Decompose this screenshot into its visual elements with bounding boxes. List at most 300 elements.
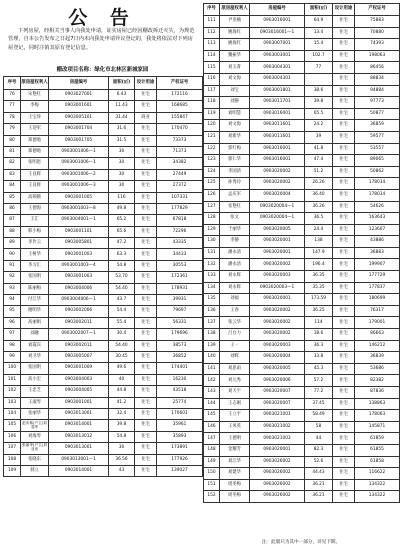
cell-use: 住宅 bbox=[135, 295, 157, 306]
table-row bbox=[4, 249, 203, 260]
cell-use: 住宅 bbox=[333, 305, 355, 317]
cell-area: 55.4 bbox=[109, 317, 135, 328]
table-row bbox=[4, 374, 203, 385]
table-row bbox=[4, 90, 203, 101]
cell-house-no: 0903004301 bbox=[250, 62, 305, 74]
cell-owner: 高丽娟 bbox=[21, 317, 49, 328]
cell-seq: 146 bbox=[204, 421, 220, 433]
cell-area: 35.35 bbox=[305, 282, 333, 294]
cell-cert: 88834 bbox=[355, 73, 400, 85]
cell-owner: 韩小梅 bbox=[21, 226, 49, 237]
cell-seq: 120 bbox=[204, 120, 220, 132]
table-row bbox=[204, 259, 400, 271]
cell-area: 77.2 bbox=[305, 387, 333, 399]
cell-cert: 73373 bbox=[157, 135, 203, 146]
cell-use: 住宅 bbox=[333, 143, 355, 155]
cell-seq: 116 bbox=[204, 73, 220, 85]
cell-cert: 177829 bbox=[157, 203, 203, 214]
col-seq: 序号 bbox=[4, 77, 21, 90]
table-row bbox=[204, 387, 400, 399]
cell-seq: 93 bbox=[4, 283, 21, 294]
cell-cert: 87836 bbox=[355, 387, 400, 399]
cell-area: 43.7 bbox=[109, 295, 135, 306]
table-row bbox=[4, 351, 203, 362]
footnote: 注：此版只为其中一部分，详见下期。 bbox=[261, 540, 341, 545]
cell-use: 住宅 bbox=[333, 50, 355, 62]
cell-owner: 魏振华 bbox=[220, 50, 250, 62]
cell-area: 13.4 bbox=[305, 27, 333, 39]
cell-cert: 72296 bbox=[157, 226, 203, 237]
cell-house-no: 0903001704 bbox=[49, 124, 109, 135]
cell-use: 住宅 bbox=[135, 226, 157, 237]
table-row bbox=[4, 181, 203, 192]
cell-cert: 178034 bbox=[355, 178, 400, 190]
table-row bbox=[4, 260, 203, 271]
table-row bbox=[204, 120, 400, 132]
cell-area: 58.49 bbox=[305, 410, 333, 422]
cell-house-no: 0903001003 bbox=[49, 249, 109, 260]
cell-house-no: 0903005101 bbox=[49, 112, 109, 123]
col-house-no: 房屋编号 bbox=[250, 4, 305, 16]
cell-house-no: 0903016001 bbox=[250, 155, 305, 167]
table-row bbox=[204, 189, 400, 201]
cell-house-no: 0903001003—8 bbox=[49, 203, 109, 214]
cell-seq: 101 bbox=[4, 374, 21, 385]
cell-area: 6.43 bbox=[109, 90, 135, 101]
cell-use: 住宅 bbox=[135, 408, 157, 419]
cell-owner: 张国明 bbox=[21, 363, 49, 374]
cell-use: 住宅 bbox=[333, 213, 355, 225]
cell-area: 54.40 bbox=[109, 340, 135, 351]
cell-use: 住宅 bbox=[135, 306, 157, 317]
cell-house-no: 0903013001—1 bbox=[49, 454, 109, 465]
right-table-body bbox=[204, 16, 400, 503]
cell-house-no: 0903020002 bbox=[250, 317, 305, 329]
cell-owner: 刘江华 bbox=[220, 456, 250, 468]
cell-area: 77 bbox=[305, 62, 333, 74]
cell-area: 54.4 bbox=[109, 306, 135, 317]
table-row bbox=[4, 420, 203, 431]
cell-seq: 95 bbox=[4, 306, 21, 317]
cell-owner: 张明恩 bbox=[21, 158, 49, 169]
table-row bbox=[204, 143, 400, 155]
cell-area: 45.3 bbox=[305, 363, 333, 375]
table-row bbox=[4, 146, 203, 157]
cell-owner: 李作云 bbox=[21, 238, 49, 249]
cell-area: 82.3 bbox=[305, 444, 333, 456]
cell-use: 住宅 bbox=[333, 375, 355, 387]
cell-area: 49.8 bbox=[109, 203, 135, 214]
cell-seq: 91 bbox=[4, 260, 21, 271]
cell-area: 30 bbox=[109, 169, 135, 180]
cell-use: 住宅 bbox=[333, 39, 355, 51]
cell-seq: 107 bbox=[4, 443, 21, 454]
cell-cert: 34433 bbox=[157, 249, 203, 260]
cell-owner: 刘辉 bbox=[220, 352, 250, 364]
cell-seq: 144 bbox=[204, 398, 220, 410]
cell-cert: 170470 bbox=[157, 124, 203, 135]
cell-seq: 140 bbox=[204, 352, 220, 364]
table-row bbox=[204, 410, 400, 422]
cell-area: 31.44 bbox=[109, 112, 135, 123]
cell-owner: 王立平 bbox=[220, 410, 250, 422]
cell-area: 63.3 bbox=[109, 249, 135, 260]
cell-area: 36.26 bbox=[305, 201, 333, 213]
cell-area: 31.5 bbox=[109, 135, 135, 146]
cell-use: 住宅 bbox=[333, 236, 355, 248]
cell-area: 32.4 bbox=[109, 408, 135, 419]
cell-use: 住宅 bbox=[333, 340, 355, 352]
cell-cert: 97773 bbox=[355, 97, 400, 109]
cell-owner: 王一 bbox=[220, 340, 250, 352]
cell-house-no: 0903020002 bbox=[250, 166, 305, 178]
cell-seq: 127 bbox=[204, 201, 220, 213]
cell-house-no: 0903026002 bbox=[250, 456, 305, 468]
cell-area: 31.6 bbox=[109, 124, 135, 135]
cell-use: 住宅 bbox=[333, 294, 355, 306]
cell-cert: 36839 bbox=[355, 352, 400, 364]
cell-seq: 126 bbox=[204, 189, 220, 201]
cell-use: 住宅 bbox=[333, 224, 355, 236]
table-row bbox=[4, 306, 203, 317]
right-column bbox=[203, 0, 399, 549]
cell-owner: 王良辉 bbox=[21, 169, 49, 180]
cell-area: 65.6 bbox=[109, 226, 135, 237]
cell-use: 住宅 bbox=[135, 340, 157, 351]
cell-owner: 刘永辉 bbox=[220, 271, 250, 283]
cell-area: 26.26 bbox=[305, 178, 333, 190]
cell-use: 住宅 bbox=[333, 178, 355, 190]
cell-seq: 104 bbox=[4, 408, 21, 419]
cell-house-no: 0903001005 bbox=[49, 192, 109, 203]
cell-use: 住宅 bbox=[135, 238, 157, 249]
cell-owner: 郭仁华 bbox=[220, 155, 250, 167]
table-row bbox=[204, 97, 400, 109]
table-row bbox=[204, 213, 400, 225]
cell-owner: 姚海红 bbox=[220, 27, 250, 39]
cell-owner: 李梅 bbox=[21, 101, 49, 112]
cell-owner: 郭红梅 bbox=[220, 143, 250, 155]
col-owner: 原房屋权利人 bbox=[220, 4, 250, 16]
cell-house-no: 0903020002 bbox=[250, 178, 305, 190]
cell-use: 住宅 bbox=[135, 386, 157, 397]
table-row bbox=[204, 85, 400, 97]
cell-use: 住宅 bbox=[135, 454, 157, 465]
table-row bbox=[4, 283, 203, 294]
table-row bbox=[204, 236, 400, 248]
cell-use: 住宅 bbox=[333, 456, 355, 468]
cell-owner: 郑德地 bbox=[21, 135, 49, 146]
table-row bbox=[4, 169, 203, 180]
table-row bbox=[4, 454, 203, 465]
cell-cert: 50877 bbox=[355, 108, 400, 120]
cell-area: 18.6 bbox=[305, 329, 333, 341]
cell-area: 30.4 bbox=[109, 329, 135, 340]
cell-use: 住宅 bbox=[135, 374, 157, 385]
cell-use: 住宅 bbox=[135, 203, 157, 214]
col-area: 面积(㎡) bbox=[305, 4, 333, 16]
cell-area: 54.8 bbox=[109, 260, 135, 271]
table-row bbox=[204, 398, 400, 410]
cell-area: 30 bbox=[109, 158, 135, 169]
cell-cert: 134322 bbox=[355, 491, 400, 503]
cell-seq: 128 bbox=[204, 213, 220, 225]
cell-cert: 43518 bbox=[157, 386, 203, 397]
cell-area: 52.6 bbox=[305, 456, 333, 468]
cell-house-no: 0903002006 bbox=[49, 306, 109, 317]
table-row bbox=[4, 226, 203, 237]
cell-area: 51.2 bbox=[305, 166, 333, 178]
cell-seq: 83 bbox=[4, 169, 21, 180]
cell-use: 住宅 bbox=[333, 247, 355, 259]
cell-cert: 71373 bbox=[157, 146, 203, 157]
table-row bbox=[204, 444, 400, 456]
cell-seq: 81 bbox=[4, 146, 21, 157]
cell-use: 住宅 bbox=[333, 155, 355, 167]
table-row bbox=[4, 215, 203, 226]
cell-use: 住宅 bbox=[333, 97, 355, 109]
table-row bbox=[204, 352, 400, 364]
table-row bbox=[204, 62, 400, 74]
cell-owner: 刘融 bbox=[21, 329, 49, 340]
cell-cert: 56331 bbox=[157, 317, 203, 328]
cell-cert: 30553 bbox=[157, 260, 203, 271]
cell-house-no: 0903027001 bbox=[49, 90, 109, 101]
cell-cert: 53686 bbox=[355, 363, 400, 375]
cell-use: 住宅 bbox=[135, 135, 157, 146]
cell-area: 30.45 bbox=[109, 351, 135, 362]
cell-cert: 54626 bbox=[355, 201, 400, 213]
cell-house-no: 0903011601 bbox=[250, 120, 305, 132]
cell-cert: 35961 bbox=[157, 420, 203, 431]
cell-area: 44.43 bbox=[305, 468, 333, 480]
cell-seq: 118 bbox=[204, 97, 220, 109]
cell-cert: 178931 bbox=[157, 283, 203, 294]
cell-use: 住宅 bbox=[333, 433, 355, 445]
cell-house-no: 0903020001 bbox=[250, 247, 305, 259]
table-row bbox=[204, 108, 400, 120]
cell-owner: 张丽华(户主)刘亚来 bbox=[21, 443, 49, 454]
cell-use: 住宅 bbox=[333, 387, 355, 399]
notice-paragraph: 下列房屋，经相关当事人向我处申请，证实房屋已经因棚改拆迁灭失，为规范管理，自本公告发布之日起7日内未向我处申请异议登记的，我处将依法对下列房屋登记，同时注销其原有登记信息。 bbox=[8, 28, 195, 51]
cell-house-no: 0903011701 bbox=[250, 97, 305, 109]
cell-house-no: 0903001006—1 bbox=[49, 146, 109, 157]
cell-seq: 143 bbox=[204, 387, 220, 399]
table-row bbox=[204, 479, 400, 491]
cell-owner: 刘元秀 bbox=[220, 375, 250, 387]
cell-cert: 89065 bbox=[355, 155, 400, 167]
cell-house-no: 0903005801 bbox=[49, 238, 109, 249]
cell-seq: 112 bbox=[204, 27, 220, 39]
cell-cert: 25774 bbox=[157, 397, 203, 408]
cell-cert: 138863 bbox=[355, 398, 400, 410]
cell-owner: 高频鹤 bbox=[21, 192, 49, 203]
cell-seq: 106 bbox=[4, 431, 21, 442]
cell-seq: 141 bbox=[204, 363, 220, 375]
cell-cert: 145871 bbox=[355, 421, 400, 433]
cell-cert: 177926 bbox=[157, 454, 203, 465]
cell-area: 64.9 bbox=[305, 16, 333, 28]
cell-house-no: 0903020001 bbox=[250, 236, 305, 248]
cell-area: 196.4 bbox=[305, 259, 333, 271]
cell-cert: 35893 bbox=[157, 431, 203, 442]
cell-use: 住宅 bbox=[333, 329, 355, 341]
cell-seq: 85 bbox=[4, 192, 21, 203]
cell-area: 173.59 bbox=[305, 294, 333, 306]
cell-owner: 于丽华 bbox=[220, 224, 250, 236]
cell-use: 住宅 bbox=[135, 158, 157, 169]
cell-seq: 78 bbox=[4, 112, 21, 123]
cell-cert: 86456 bbox=[355, 62, 400, 74]
cell-house-no: 0903007001 bbox=[250, 39, 305, 51]
cell-seq: 142 bbox=[204, 375, 220, 387]
cell-seq: 131 bbox=[204, 247, 220, 259]
cell-use: 住宅 bbox=[333, 352, 355, 364]
cell-seq: 147 bbox=[204, 433, 220, 445]
cell-cert: 36883 bbox=[355, 247, 400, 259]
cell-cert: 94884 bbox=[355, 85, 400, 97]
cell-house-no: 0903020005 bbox=[250, 363, 305, 375]
cell-owner: 刘福 bbox=[220, 294, 250, 306]
cell-house-no: 0903020002 bbox=[250, 259, 305, 271]
cell-house-no: 0903004005 bbox=[49, 386, 109, 397]
cell-owner: 郑德地 bbox=[21, 146, 49, 157]
cell-owner: 王良辉 bbox=[21, 181, 49, 192]
cell-house-no: 0903020006 bbox=[250, 375, 305, 387]
cell-house-no: 0903020001 bbox=[250, 444, 305, 456]
cell-house-no: 0903021002 bbox=[250, 421, 305, 433]
cell-seq: 86 bbox=[4, 203, 21, 214]
cell-owner: 尹亚楠 bbox=[220, 16, 250, 28]
cell-area: 53.70 bbox=[109, 272, 135, 283]
col-seq: 序号 bbox=[204, 4, 220, 16]
cell-area: 30 bbox=[109, 146, 135, 157]
cell-use: 住宅 bbox=[135, 260, 157, 271]
cell-seq: 89 bbox=[4, 238, 21, 249]
cell-area: 36.25 bbox=[305, 305, 333, 317]
cell-area: 30 bbox=[109, 181, 135, 192]
cell-seq: 151 bbox=[204, 479, 220, 491]
cell-cert: 50862 bbox=[355, 166, 400, 178]
cell-cert: 16230 bbox=[157, 374, 203, 385]
cell-house-no: 0903001003—4 bbox=[49, 260, 109, 271]
cell-area: 39.8 bbox=[109, 420, 135, 431]
cell-house-no: 0903020004—1 bbox=[250, 201, 305, 213]
notice-title: 公 告 bbox=[68, 7, 137, 29]
col-house-no: 房屋编号 bbox=[49, 77, 109, 90]
cell-use: 住宅 bbox=[333, 259, 355, 271]
cell-cert: 70880 bbox=[355, 27, 400, 39]
cell-seq: 139 bbox=[204, 340, 220, 352]
table-row bbox=[4, 431, 203, 442]
cell-use: 住宅 bbox=[333, 16, 355, 28]
cell-area: 15.4 bbox=[305, 39, 333, 51]
cell-house-no: 0903026002 bbox=[250, 479, 305, 491]
cell-cert: 76317 bbox=[355, 305, 400, 317]
cell-area: 36.5 bbox=[305, 213, 333, 225]
cell-seq: 135 bbox=[204, 294, 220, 306]
cell-owner: 潘永清 bbox=[220, 259, 250, 271]
table-row bbox=[4, 329, 203, 340]
cell-owner: 姚海红 bbox=[220, 39, 250, 51]
cell-cert: 173891 bbox=[157, 443, 203, 454]
cell-seq: 111 bbox=[204, 16, 220, 28]
cell-house-no: 0903001101 bbox=[49, 226, 109, 237]
cell-owner: 孟庆军 bbox=[220, 189, 250, 201]
cell-cert: 61859 bbox=[355, 433, 400, 445]
cell-owner: 周冬梅 bbox=[220, 479, 250, 491]
table-row bbox=[4, 135, 203, 146]
table-row bbox=[204, 73, 400, 85]
cell-cert: 43335 bbox=[157, 238, 203, 249]
table-row bbox=[204, 131, 400, 143]
cell-use: 住宅 bbox=[333, 85, 355, 97]
table-row bbox=[4, 158, 203, 169]
cell-seq: 113 bbox=[204, 39, 220, 51]
cell-owner: 周冬梅 bbox=[220, 491, 250, 503]
cell-owner: 王春 bbox=[220, 305, 250, 317]
cell-house-no: 0903020002 bbox=[250, 305, 305, 317]
col-cert: 产权证号 bbox=[157, 77, 203, 90]
cell-area: 40 bbox=[109, 374, 135, 385]
cell-area: 147.9 bbox=[305, 247, 333, 259]
cell-area: 39 bbox=[305, 131, 333, 143]
cell-seq: 125 bbox=[204, 178, 220, 190]
cell-use: 住宅 bbox=[135, 283, 157, 294]
cell-seq: 105 bbox=[4, 420, 21, 431]
cell-use: 住宅 bbox=[333, 491, 355, 503]
cell-area: 49.6 bbox=[109, 363, 135, 374]
cell-house-no: 0903014001 bbox=[49, 420, 109, 431]
left-table-body bbox=[4, 90, 203, 477]
cell-cert: 36859 bbox=[355, 120, 400, 132]
cell-seq: 114 bbox=[204, 50, 220, 62]
table-row bbox=[204, 201, 400, 213]
cell-owner: 王汇 bbox=[21, 215, 49, 226]
cell-owner: 吕白力 bbox=[220, 329, 250, 341]
cell-owner: 张国明 bbox=[21, 272, 49, 283]
cell-seq: 137 bbox=[204, 317, 220, 329]
cell-seq: 134 bbox=[204, 282, 220, 294]
right-record-table bbox=[203, 3, 400, 503]
cell-use: 住宅 bbox=[135, 215, 157, 226]
cell-house-no: 0903020004 bbox=[250, 189, 305, 201]
cell-use: 住宅 bbox=[333, 282, 355, 294]
table-row bbox=[4, 238, 203, 249]
cell-house-no: 0903020005 bbox=[250, 224, 305, 236]
cell-seq: 130 bbox=[204, 236, 220, 248]
cell-cert: 34382 bbox=[157, 158, 203, 169]
cell-seq: 77 bbox=[4, 101, 21, 112]
cell-use: 住宅 bbox=[333, 62, 355, 74]
cell-owner: 李习汇 bbox=[21, 260, 49, 271]
cell-cert: 174401 bbox=[157, 363, 203, 374]
cell-owner: 王淑琴 bbox=[21, 397, 49, 408]
cell-seq: 150 bbox=[204, 468, 220, 480]
cell-cert: 199907 bbox=[355, 259, 400, 271]
cell-house-no: 0903020003 bbox=[250, 340, 305, 352]
cell-house-no: 0903005007 bbox=[49, 351, 109, 362]
table-row bbox=[204, 329, 400, 341]
cell-cert: 163643 bbox=[355, 213, 400, 225]
cell-area: 116 bbox=[109, 192, 135, 203]
table-row bbox=[204, 340, 400, 352]
cell-owner: 刘静 bbox=[220, 97, 250, 109]
table-row bbox=[204, 247, 400, 259]
cell-house-no: 0903002011 bbox=[49, 317, 109, 328]
cell-cert: 179001 bbox=[355, 317, 400, 329]
cell-seq: 99 bbox=[4, 351, 21, 362]
